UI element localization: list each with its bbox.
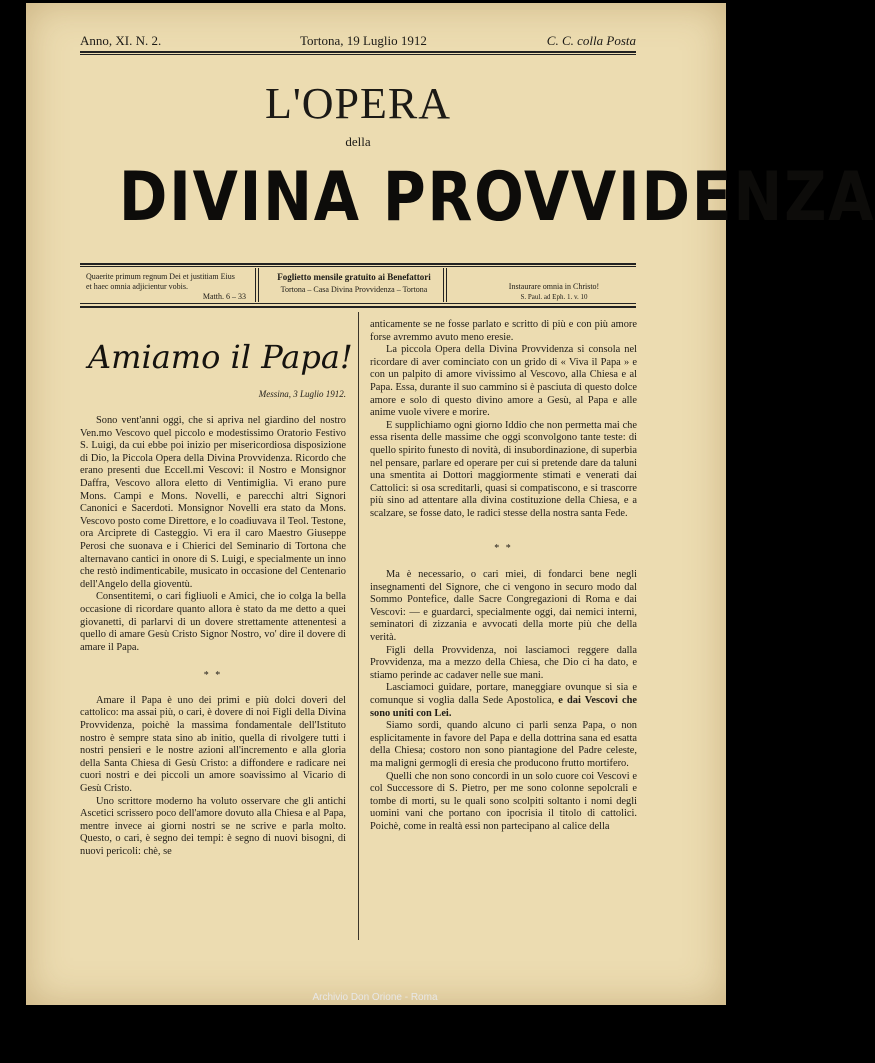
box-divider-left-2 <box>258 268 259 302</box>
motto-left <box>86 272 256 302</box>
paragraph: E supplichiamo ogni giorno Iddio che non permetta mai che essa risenta delle massime che oggi sconvolgono tante teste: di quello spirito funesto di novità, di insubordinazione, di superbia nel pensare, parlare ed operare per cui si pretende dare da taluni una smentita ai Dottori maggiormente stimati e venerati dai Cattolici: si osa screditarli, quasi si compatiscono, e si trascorre più sino ad attentare alla divina costituzione della Chiesa, e a scalzare, se fosse dato, le radici stesse della nostra santa Fede. <box>370 419 637 519</box>
article-dateline: Messina, 3 Luglio 1912. <box>258 389 346 399</box>
motto-left-reference: Matth. 6 – 33 <box>202 292 246 301</box>
masthead-rule-bottom <box>80 303 636 304</box>
paragraph-text: Lasciamoci guidare, portare, maneggiare ovunque si sia e comunque si voglia dalla Sede Apostolica, <box>370 682 637 707</box>
dateline: Tortona, 19 Luglio 1912 <box>300 33 427 48</box>
issue-number: Anno, XI. N. 2. <box>80 33 162 48</box>
paragraph: Siamo sordi, quando alcuno ci parli senza Papa, o non esplicitamente in favore del Papa e della dottrina sana ed esatta della Chiesa; costoro non sono piantagione del Padre celeste, ma maligni germogli di eresia che producono frutto mortifero. <box>370 720 637 769</box>
masthead-rule-top-thin <box>80 266 636 267</box>
paragraph-bold-text: e dai Vescovi che sono uniti con Lei. <box>370 695 637 719</box>
motto-left-line1: Quaerite primum regnum Dei et justitiam Eius <box>86 272 235 281</box>
subtitle-line1: Foglietto mensile gratuito ai Benefattori <box>277 272 431 282</box>
paragraph: Quelli che non sono concordi in un solo cuore coi Vescovi e col Successore di S. Pietro, per me sono colonne sepolcrali e tombe di morti, su le quali sono scolpiti soltanto i nomi degli uomini vani che portano con ipocrisia il titolo di cattolici. Poichè, come in realtà essi non partecipano al calice della <box>370 770 637 832</box>
article-column-left <box>80 415 346 859</box>
article-title: Amiamo il Papa! <box>88 338 353 376</box>
masthead-rule-top <box>80 263 636 265</box>
postage-note: C. C. colla Posta <box>546 33 636 48</box>
archive-caption: Archivio Don Orione - Roma <box>312 992 438 1003</box>
paragraph: Amare il Papa è uno dei primi e più dolci doveri del cattolico: ma assai più, o cari, è dovere di noi Figli della Divina Provvidenza, poichè la massima fondamentale dell'Istituto nostro è sempre stata sino ab initio, quella di rivolgere tutti i nostri pensieri e le nostre azioni all'incremento e alla gloria della Santa Chiesa di Gesù Cristo: a diffondere e radicare nei cuori nostri e dei piccoli un amore soavissimo al Vicario di Gesù Cristo. <box>80 694 346 795</box>
paragraph: anticamente se ne fosse parlato e scritto di più e con più amore forse avremmo avuto meno eresie. <box>370 319 637 343</box>
section-separator: * * <box>494 542 513 554</box>
masthead-rule-bottom-thick <box>80 306 636 308</box>
subtitle-box <box>262 272 446 295</box>
publication-title-line2: della <box>345 134 371 149</box>
column-divider <box>358 312 359 940</box>
section-separator: * * <box>203 670 223 682</box>
paragraph: Uno scrittore moderno ha voluto osservare che gli antichi Ascetici scrissero poco dell'amore dovuto alla Chiesa e al Papa, mentre invece ai giorni nostri se ne scrive e parla molto. Questo, o cari, è segno dei tempi: è segno di nuovi bisogni, di nuovi pericoli: chè, se <box>80 795 346 857</box>
paragraph: La piccola Opera della Divina Provvidenza si consola nel ricordare di aver cominciato con un grido di « Viva il Papa » e con un palpito di amore vivissimo al Vescovo, alla Chiesa e al Papa. Essa, durante il suo cammino si è pasciuta di questo dolce amore e solo di questo divino amore a Gesù, al Papa e alle anime vuole vivere e morire. <box>370 344 637 419</box>
publication-title-line3: DIVINA PROVVIDENZA <box>118 158 875 237</box>
top-rule <box>80 51 636 53</box>
paragraph: Ma è necessario, o cari miei, di fondarci bene negli insegnamenti del Signore, che ci vengono in securo modo dal Sommo Pontefice, dalle Sacre Congregazioni di Roma e dai Vescovi: — e guardarci, specialmente oggi, dai nemici interni, seminatori di zizzania e avvocati della morte più che della verità. <box>370 569 637 644</box>
article-column-right <box>370 319 637 834</box>
top-rule-thin <box>80 54 636 55</box>
motto-right-reference: S. Paul. ad Eph. 1. v. 10 <box>520 293 588 301</box>
motto-left-line2: et haec omnia adjicientur vobis. <box>86 282 188 291</box>
subtitle-line2: Tortona – Casa Divina Provvidenza – Tortona <box>280 285 428 294</box>
masthead-top-line <box>80 33 636 51</box>
paragraph: Consentitemi, o cari figliuoli e Amici, che io colga la bella occasione di ricordare quanto allora è stato da me detto a quei giovanetti, di parlarvi di un dovere strettamente attenentesi a quello di amare Gesù Cristo Signor Nostro, vo' dire il dovere di amare il Papa. <box>80 591 346 653</box>
motto-right-line1: Instaurare omnia in Christo! <box>508 282 600 291</box>
box-divider-right-2 <box>446 268 447 302</box>
paragraph <box>370 682 637 720</box>
paragraph: Figli della Provvidenza, noi lasciamoci reggere dalla Provvidenza, ma a mezzo della Chiesa, che Dio ci ha dato, e stiamo perinde ac cadaver nelle sue mani. <box>370 644 637 681</box>
motto-right <box>472 282 636 302</box>
publication-title-line1: L'OPERA <box>264 79 452 128</box>
paragraph: Sono vent'anni oggi, che si apriva nel giardino del nostro Ven.mo Vescovo quel piccolo e modestissimo Oratorio Festivo S. Luigi, da cui ebbe poi inizio per misericordiosa disposizione di Dio, la Piccola Opera della Divina Provvidenza. Ricordo che erano presenti due Eccell.mi Vescovi: il Nostro e Monsignor Daffra, Vescovo allora eletto di Ventimiglia. Vi erano pure Mons. Campi e Mons. Novelli, e parecchi altri Signori Canonici e Sacerdoti. Monsignor Novelli era stato da Mons. Vescovo posto come Direttore, e lo coadiuvava il Teol. Testone, ora Arciprete di Casteggio. Vi era il caro Maestro Giuseppe Perosi che suonava e i Chierici del Seminario di Tortona che alternavano cantici in onore di S. Luigi, e specialmente un inno che restò indimenticabile, musicato in occasione del Centenario dell'Angelo della gioventù. <box>80 415 346 590</box>
